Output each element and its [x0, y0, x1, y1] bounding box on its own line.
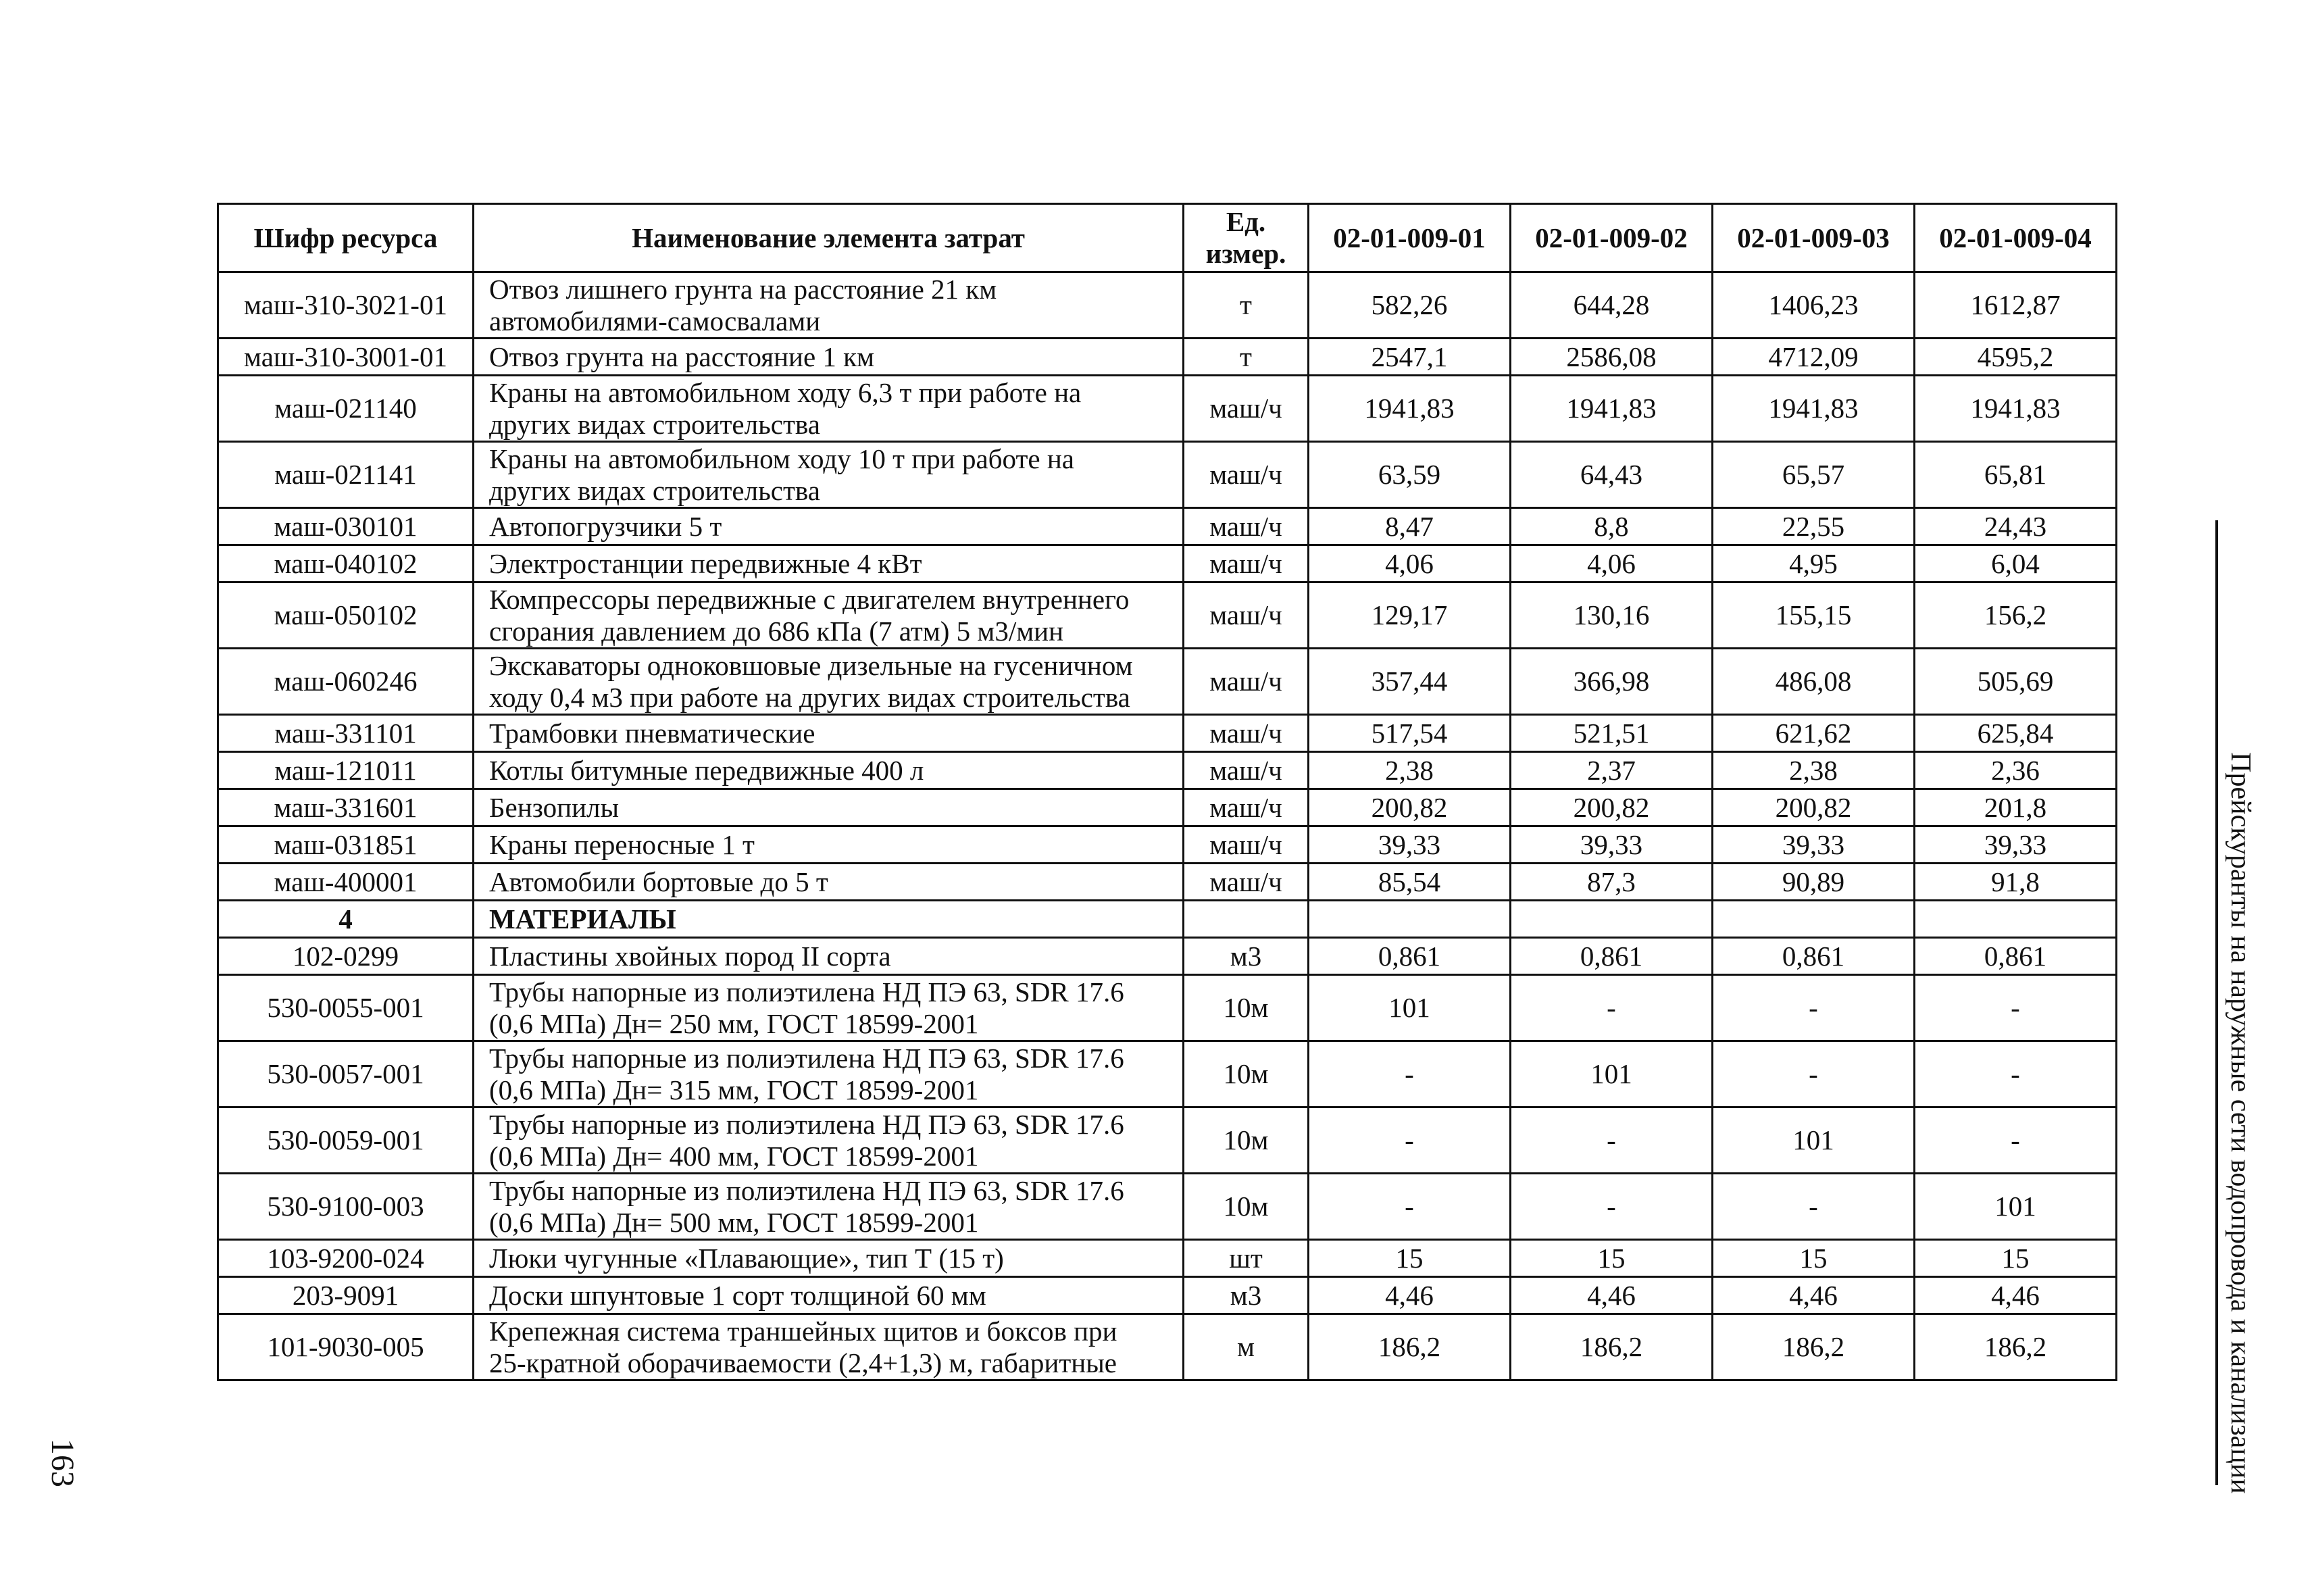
- table-row: [218, 272, 2117, 339]
- cost-element-name: Пластины хвойных пород II сорта: [474, 938, 1184, 975]
- unit-of-measure: маш/ч: [1184, 649, 1309, 715]
- resource-code: 101-9030-005: [218, 1314, 474, 1380]
- resource-code: маш-031851: [218, 826, 474, 864]
- value-cell: 644,28: [1511, 272, 1713, 339]
- unit-of-measure: маш/ч: [1184, 864, 1309, 901]
- value-cell: 15: [1713, 1240, 1915, 1277]
- value-cell: 4,46: [1915, 1277, 2117, 1314]
- cost-element-name: Трубы напорные из полиэтилена НД ПЭ 63, SDR 17.6 (0,6 МПа) Дн= 250 мм, ГОСТ 18599-2001: [474, 975, 1184, 1041]
- cost-element-name: Автопогрузчики 5 т: [474, 508, 1184, 545]
- value-cell: 15: [1511, 1240, 1713, 1277]
- value-cell: 1941,83: [1915, 376, 2117, 442]
- value-cell: 2,38: [1713, 752, 1915, 789]
- value-cell: -: [1915, 1041, 2117, 1107]
- value-cell: 1941,83: [1309, 376, 1511, 442]
- cost-element-name: Краны переносные 1 т: [474, 826, 1184, 864]
- table-row: [218, 582, 2117, 649]
- resource-code: маш-050102: [218, 582, 474, 649]
- value-cell: 65,81: [1915, 442, 2117, 508]
- value-cell: 24,43: [1915, 508, 2117, 545]
- page-number: 163: [45, 1439, 80, 1487]
- value-cell: 625,84: [1915, 715, 2117, 752]
- value-cell: -: [1309, 1107, 1511, 1174]
- value-cell: 129,17: [1309, 582, 1511, 649]
- value-cell: 4,06: [1309, 545, 1511, 582]
- table-row: [218, 789, 2117, 826]
- cost-element-name: Доски шпунтовые 1 сорт толщиной 60 мм: [474, 1277, 1184, 1314]
- unit-of-measure: маш/ч: [1184, 508, 1309, 545]
- value-cell: 101: [1309, 975, 1511, 1041]
- table-row: [218, 752, 2117, 789]
- value-cell: 8,47: [1309, 508, 1511, 545]
- value-cell: -: [1713, 1174, 1915, 1240]
- empty-cell: [1713, 901, 1915, 938]
- value-cell: 6,04: [1915, 545, 2117, 582]
- column-header-code: Шифр ресурса: [218, 204, 474, 272]
- unit-of-measure: маш/ч: [1184, 752, 1309, 789]
- resource-code: маш-331601: [218, 789, 474, 826]
- resource-code: маш-121011: [218, 752, 474, 789]
- value-cell: 39,33: [1309, 826, 1511, 864]
- value-cell: 39,33: [1915, 826, 2117, 864]
- value-cell: 4,46: [1309, 1277, 1511, 1314]
- value-cell: -: [1511, 1107, 1713, 1174]
- table-row: [218, 715, 2117, 752]
- value-cell: -: [1309, 1174, 1511, 1240]
- value-cell: 1406,23: [1713, 272, 1915, 339]
- empty-cell: [1915, 901, 2117, 938]
- cost-element-name: Котлы битумные передвижные 400 л: [474, 752, 1184, 789]
- value-cell: 0,861: [1915, 938, 2117, 975]
- value-cell: 186,2: [1713, 1314, 1915, 1380]
- value-cell: -: [1915, 1107, 2117, 1174]
- value-cell: 621,62: [1713, 715, 1915, 752]
- table-row: [218, 826, 2117, 864]
- value-cell: 155,15: [1713, 582, 1915, 649]
- value-cell: 2586,08: [1511, 339, 1713, 376]
- cost-element-name: Отвоз лишнего грунта на расстояние 21 км автомобилями-самосвалами: [474, 272, 1184, 339]
- value-cell: 521,51: [1511, 715, 1713, 752]
- value-cell: 130,16: [1511, 582, 1713, 649]
- resource-code: маш-021140: [218, 376, 474, 442]
- value-cell: 65,57: [1713, 442, 1915, 508]
- section-title: МАТЕРИАЛЫ: [474, 901, 1184, 938]
- value-cell: -: [1713, 1041, 1915, 1107]
- value-cell: 0,861: [1309, 938, 1511, 975]
- value-cell: 1612,87: [1915, 272, 2117, 339]
- unit-of-measure: 10м: [1184, 1107, 1309, 1174]
- cost-element-name: Краны на автомобильном ходу 10 т при работе на других видах строительства: [474, 442, 1184, 508]
- table-row: [218, 1240, 2117, 1277]
- cost-element-name: Электростанции передвижные 4 кВт: [474, 545, 1184, 582]
- value-cell: 4,06: [1511, 545, 1713, 582]
- unit-of-measure: маш/ч: [1184, 376, 1309, 442]
- value-cell: 91,8: [1915, 864, 2117, 901]
- unit-of-measure: 10м: [1184, 1041, 1309, 1107]
- cost-element-name: Трубы напорные из полиэтилена НД ПЭ 63, SDR 17.6 (0,6 МПа) Дн= 315 мм, ГОСТ 18599-2001: [474, 1041, 1184, 1107]
- cost-element-name: Трубы напорные из полиэтилена НД ПЭ 63, SDR 17.6 (0,6 МПа) Дн= 400 мм, ГОСТ 18599-2001: [474, 1107, 1184, 1174]
- unit-of-measure: маш/ч: [1184, 545, 1309, 582]
- table-row: [218, 649, 2117, 715]
- value-cell: 2,38: [1309, 752, 1511, 789]
- value-cell: 2,37: [1511, 752, 1713, 789]
- value-cell: 200,82: [1713, 789, 1915, 826]
- value-cell: 101: [1713, 1107, 1915, 1174]
- value-cell: 200,82: [1309, 789, 1511, 826]
- table-row: [218, 1107, 2117, 1174]
- value-cell: -: [1511, 975, 1713, 1041]
- cost-element-name: Люки чугунные «Плавающие», тип Т (15 т): [474, 1240, 1184, 1277]
- value-cell: 582,26: [1309, 272, 1511, 339]
- column-header-02-01-009-04: 02-01-009-04: [1915, 204, 2117, 272]
- value-cell: 101: [1511, 1041, 1713, 1107]
- unit-of-measure: маш/ч: [1184, 442, 1309, 508]
- value-cell: 101: [1915, 1174, 2117, 1240]
- value-cell: 90,89: [1713, 864, 1915, 901]
- unit-of-measure: маш/ч: [1184, 826, 1309, 864]
- value-cell: 517,54: [1309, 715, 1511, 752]
- unit-of-measure: маш/ч: [1184, 789, 1309, 826]
- unit-of-measure: 10м: [1184, 975, 1309, 1041]
- value-cell: -: [1309, 1041, 1511, 1107]
- value-cell: 186,2: [1915, 1314, 2117, 1380]
- cost-element-name: Трамбовки пневматические: [474, 715, 1184, 752]
- value-cell: 186,2: [1309, 1314, 1511, 1380]
- resource-code: 530-0059-001: [218, 1107, 474, 1174]
- value-cell: 486,08: [1713, 649, 1915, 715]
- value-cell: 1941,83: [1713, 376, 1915, 442]
- value-cell: 39,33: [1511, 826, 1713, 864]
- cost-element-name: Компрессоры передвижные с двигателем внутреннего сгорания давлением до 686 кПа (7 атм) 5 м3/мин: [474, 582, 1184, 649]
- resource-code: 203-9091: [218, 1277, 474, 1314]
- unit-of-measure: т: [1184, 272, 1309, 339]
- value-cell: 186,2: [1511, 1314, 1713, 1380]
- unit-of-measure: т: [1184, 339, 1309, 376]
- resource-code: маш-310-3001-01: [218, 339, 474, 376]
- value-cell: 63,59: [1309, 442, 1511, 508]
- resource-code: маш-021141: [218, 442, 474, 508]
- unit-of-measure: шт: [1184, 1240, 1309, 1277]
- cost-element-name: Автомобили бортовые до 5 т: [474, 864, 1184, 901]
- table-row: [218, 376, 2117, 442]
- table-row: [218, 508, 2117, 545]
- cost-element-name: Экскаваторы одноковшовые дизельные на гусеничном ходу 0,4 м3 при работе на других видах строительства: [474, 649, 1184, 715]
- value-cell: 156,2: [1915, 582, 2117, 649]
- table-row: [218, 442, 2117, 508]
- value-cell: 8,8: [1511, 508, 1713, 545]
- value-cell: 2,36: [1915, 752, 2117, 789]
- unit-of-measure: маш/ч: [1184, 715, 1309, 752]
- table-row: [218, 864, 2117, 901]
- resource-code: маш-060246: [218, 649, 474, 715]
- cost-element-name: Бензопилы: [474, 789, 1184, 826]
- value-cell: 15: [1309, 1240, 1511, 1277]
- value-cell: 1941,83: [1511, 376, 1713, 442]
- value-cell: 4595,2: [1915, 339, 2117, 376]
- value-cell: 22,55: [1713, 508, 1915, 545]
- table-row: [218, 339, 2117, 376]
- resource-code: 530-9100-003: [218, 1174, 474, 1240]
- unit-of-measure: маш/ч: [1184, 582, 1309, 649]
- column-header-02-01-009-02: 02-01-009-02: [1511, 204, 1713, 272]
- value-cell: 64,43: [1511, 442, 1713, 508]
- table-row: [218, 1041, 2117, 1107]
- resource-code: 530-0055-001: [218, 975, 474, 1041]
- empty-cell: [1184, 901, 1309, 938]
- value-cell: 201,8: [1915, 789, 2117, 826]
- value-cell: 200,82: [1511, 789, 1713, 826]
- value-cell: 357,44: [1309, 649, 1511, 715]
- resource-code: 102-0299: [218, 938, 474, 975]
- running-header-title: Прейскуранты на наружные сети водопровода и канализации: [2225, 752, 2256, 1494]
- table-row: [218, 1174, 2117, 1240]
- value-cell: 505,69: [1915, 649, 2117, 715]
- value-cell: 0,861: [1511, 938, 1713, 975]
- table-row: [218, 975, 2117, 1041]
- section-number: 4: [218, 901, 474, 938]
- value-cell: 87,3: [1511, 864, 1713, 901]
- table-row: [218, 1277, 2117, 1314]
- resource-code: маш-400001: [218, 864, 474, 901]
- table-row: [218, 545, 2117, 582]
- value-cell: 39,33: [1713, 826, 1915, 864]
- cost-element-name: Трубы напорные из полиэтилена НД ПЭ 63, SDR 17.6 (0,6 МПа) Дн= 500 мм, ГОСТ 18599-2001: [474, 1174, 1184, 1240]
- cost-element-name: Крепежная система траншейных щитов и боксов при 25-кратной оборачиваемости (2,4+1,3) м, габаритные: [474, 1314, 1184, 1380]
- table-row: [218, 938, 2117, 975]
- value-cell: -: [1915, 975, 2117, 1041]
- unit-of-measure: м3: [1184, 938, 1309, 975]
- resource-code: маш-030101: [218, 508, 474, 545]
- column-header-name: Наименование элемента затрат: [474, 204, 1184, 272]
- value-cell: 15: [1915, 1240, 2117, 1277]
- section-row-materials: [218, 901, 2117, 938]
- empty-cell: [1309, 901, 1511, 938]
- resource-code: 103-9200-024: [218, 1240, 474, 1277]
- unit-of-measure: 10м: [1184, 1174, 1309, 1240]
- value-cell: 4712,09: [1713, 339, 1915, 376]
- value-cell: 85,54: [1309, 864, 1511, 901]
- resource-code: 530-0057-001: [218, 1041, 474, 1107]
- table-row: [218, 1314, 2117, 1380]
- value-cell: 2547,1: [1309, 339, 1511, 376]
- value-cell: 0,861: [1713, 938, 1915, 975]
- table-header-row: [218, 204, 2117, 272]
- resource-cost-table: [217, 203, 2117, 1381]
- value-cell: 4,95: [1713, 545, 1915, 582]
- unit-of-measure: м3: [1184, 1277, 1309, 1314]
- resource-code: маш-310-3021-01: [218, 272, 474, 339]
- resource-code: маш-040102: [218, 545, 474, 582]
- resource-code: маш-331101: [218, 715, 474, 752]
- column-header-02-01-009-01: 02-01-009-01: [1309, 204, 1511, 272]
- unit-of-measure: м: [1184, 1314, 1309, 1380]
- empty-cell: [1511, 901, 1713, 938]
- value-cell: -: [1511, 1174, 1713, 1240]
- column-header-02-01-009-03: 02-01-009-03: [1713, 204, 1915, 272]
- value-cell: 4,46: [1511, 1277, 1713, 1314]
- value-cell: -: [1713, 975, 1915, 1041]
- cost-element-name: Краны на автомобильном ходу 6,3 т при работе на других видах строительства: [474, 376, 1184, 442]
- value-cell: 366,98: [1511, 649, 1713, 715]
- column-header-unit: Ед. измер.: [1184, 204, 1309, 272]
- value-cell: 4,46: [1713, 1277, 1915, 1314]
- cost-element-name: Отвоз грунта на расстояние 1 км: [474, 339, 1184, 376]
- running-header-rule: [2215, 520, 2218, 1485]
